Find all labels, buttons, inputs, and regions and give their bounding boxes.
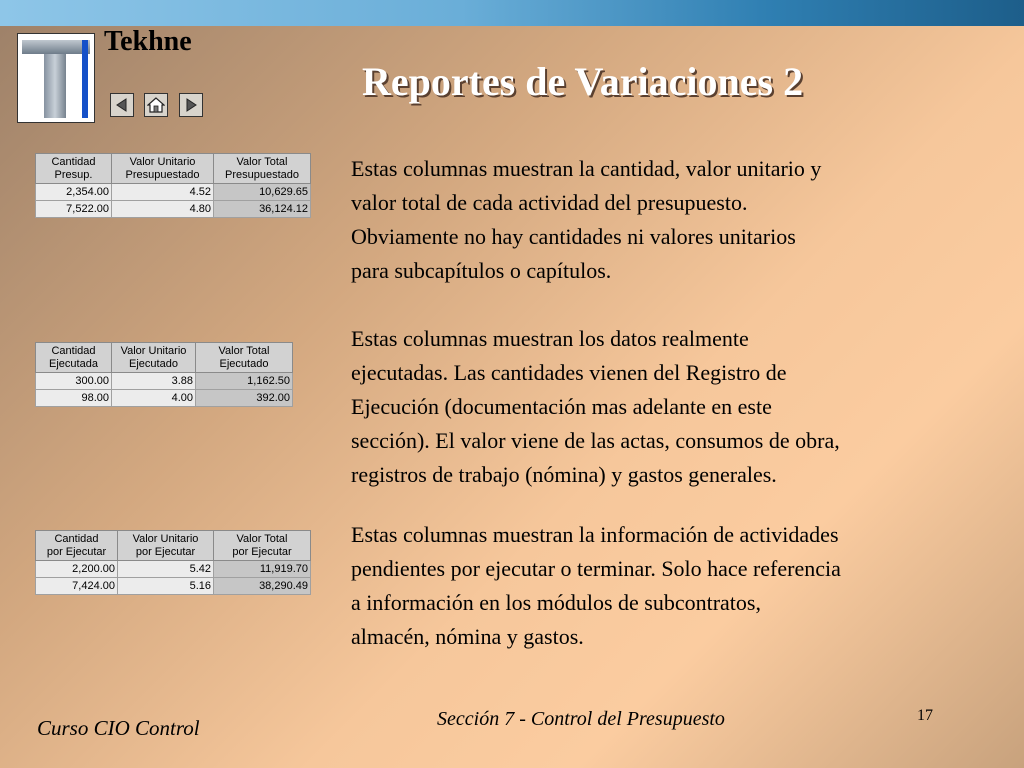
- home-button[interactable]: [144, 93, 168, 117]
- prev-slide-button[interactable]: [110, 93, 134, 117]
- pending-table: [35, 530, 311, 595]
- column-header: Cantidad Ejecutada: [36, 343, 112, 373]
- table-cell: 5.16: [118, 578, 214, 595]
- table-row: [36, 561, 311, 578]
- table-cell: 4.00: [112, 390, 196, 407]
- table-cell: 36,124.12: [214, 201, 311, 218]
- table-cell: 11,919.70: [214, 561, 311, 578]
- next-slide-button[interactable]: [179, 93, 203, 117]
- triangle-left-icon: [114, 97, 130, 113]
- pending-description: Estas columnas muestran la información de actividades pendientes por ejecutar o terminar. Solo hace referencia a información en los módulos de subcontratos, almacén, nómina y gastos.: [351, 522, 841, 649]
- column-header: Valor Total por Ejecutar: [214, 531, 311, 561]
- column-header: Valor Unitario Ejecutado: [112, 343, 196, 373]
- table-cell: 7,424.00: [36, 578, 118, 595]
- table-cell: 1,162.50: [196, 373, 293, 390]
- house-icon: [147, 96, 165, 114]
- executed-table: [35, 342, 293, 407]
- budget-description: Estas columnas muestran la cantidad, valor unitario y valor total de cada actividad del presupuesto. Obviamente no hay cantidades ni valores unitarios para subcapítulos o capítulos.: [351, 156, 822, 283]
- table-cell: 300.00: [36, 373, 112, 390]
- column-header: Valor Unitario Presupuestado: [112, 154, 214, 184]
- table-cell: 4.80: [112, 201, 214, 218]
- top-gradient-bar: [0, 0, 1024, 26]
- table-row: [36, 390, 293, 407]
- table-cell: 38,290.49: [214, 578, 311, 595]
- column-header: Valor Total Presupuestado: [214, 154, 311, 184]
- slide-title: Reportes de Variaciones 2: [362, 59, 804, 104]
- column-header: Valor Total Ejecutado: [196, 343, 293, 373]
- column-header: Cantidad por Ejecutar: [36, 531, 118, 561]
- table-row: [36, 578, 311, 595]
- executed-description: Estas columnas muestran los datos realmente ejecutadas. Las cantidades vienen del Registro de Ejecución (documentación mas adelante en este sección). El valor viene de las actas, consumos de obra, registros de trabajo (nómina) y gastos generales.: [351, 326, 840, 487]
- table-row: [36, 184, 311, 201]
- table-cell: 2,200.00: [36, 561, 118, 578]
- column-header: Valor Unitario por Ejecutar: [118, 531, 214, 561]
- table-cell: 10,629.65: [214, 184, 311, 201]
- budget-table: [35, 153, 311, 218]
- table-cell: 3.88: [112, 373, 196, 390]
- brand-name: Tekhne: [104, 26, 192, 57]
- table-row: [36, 373, 293, 390]
- table-cell: 2,354.00: [36, 184, 112, 201]
- page-number: 17: [917, 707, 933, 724]
- table-cell: 98.00: [36, 390, 112, 407]
- section-name: Sección 7 - Control del Presupuesto: [437, 708, 725, 730]
- table-cell: 4.52: [112, 184, 214, 201]
- column-header: Cantidad Presup.: [36, 154, 112, 184]
- table-cell: 7,522.00: [36, 201, 112, 218]
- tekhne-logo: [17, 33, 95, 123]
- triangle-right-icon: [183, 97, 199, 113]
- table-cell: 5.42: [118, 561, 214, 578]
- table-row: [36, 201, 311, 218]
- table-cell: 392.00: [196, 390, 293, 407]
- course-name: Curso CIO Control: [37, 716, 200, 740]
